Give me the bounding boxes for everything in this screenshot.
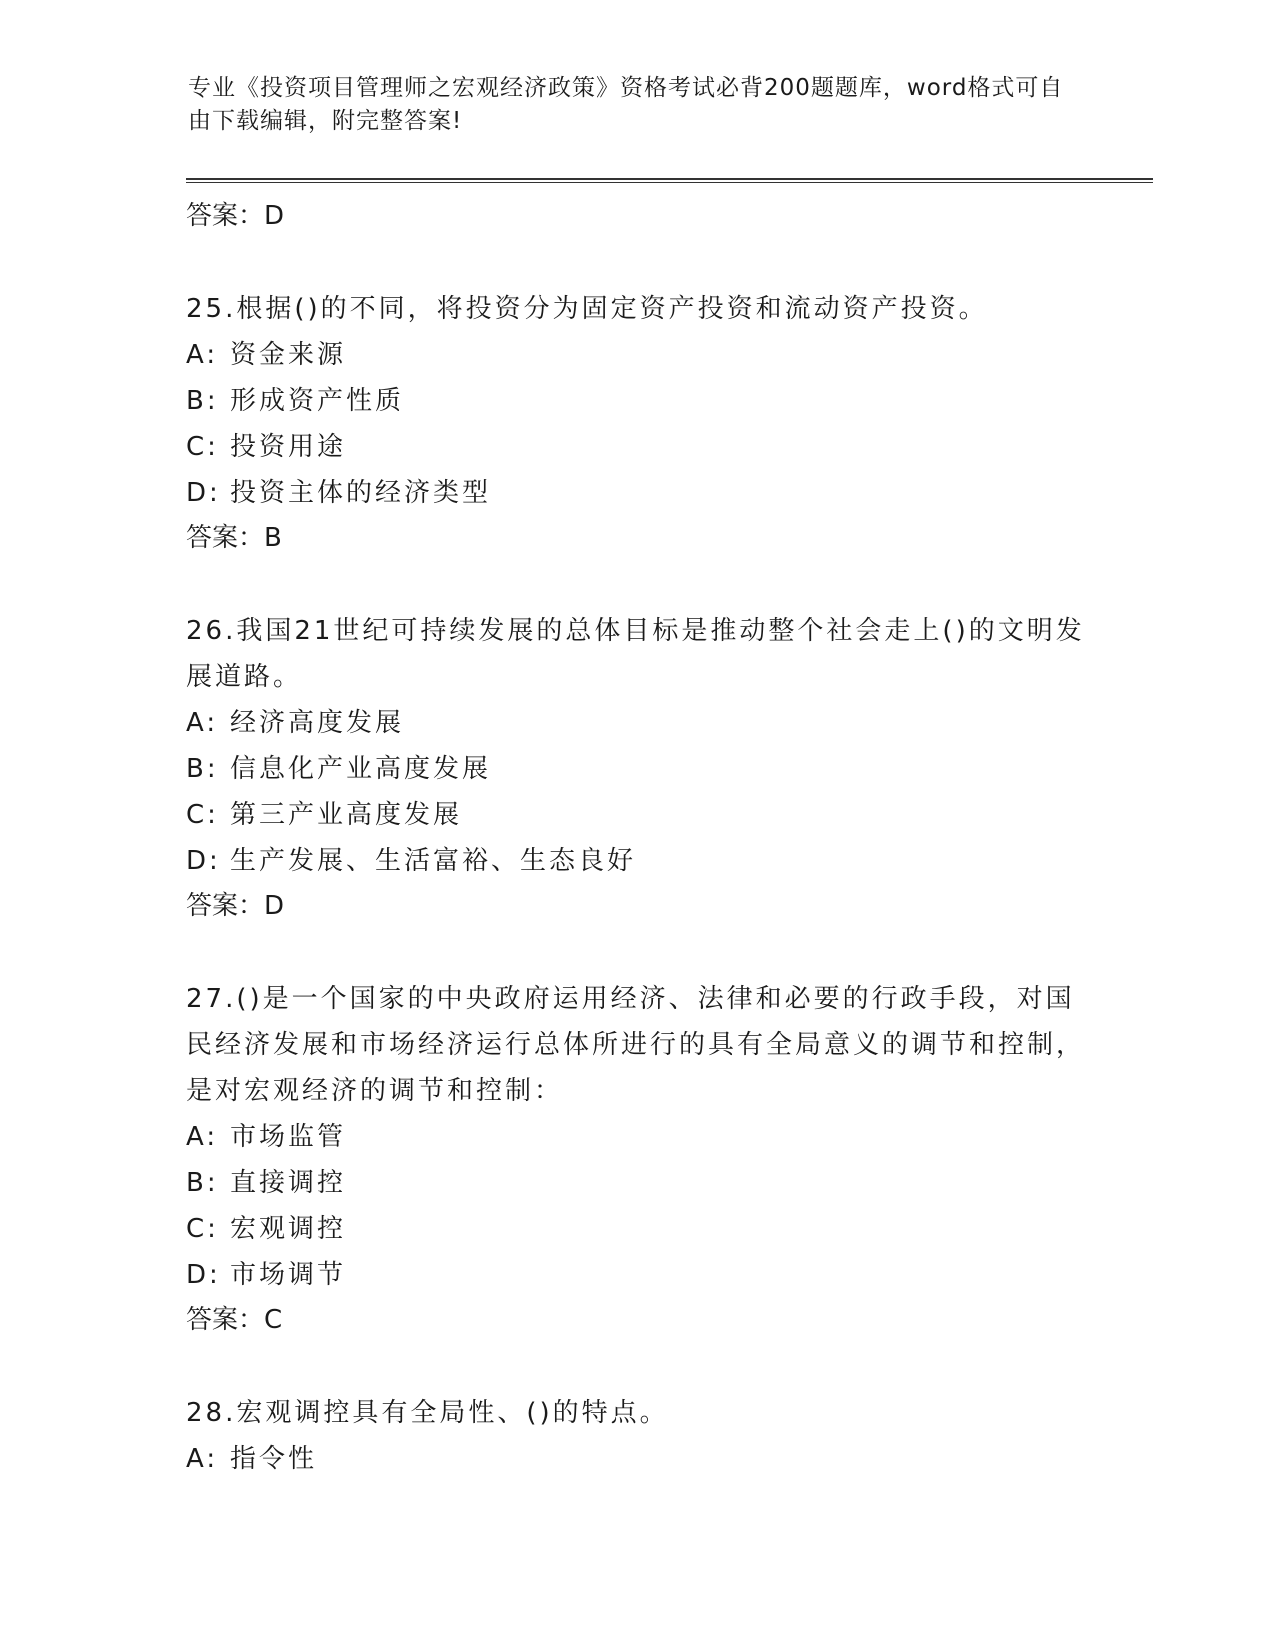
option-b xyxy=(186,1160,1086,1206)
header-divider xyxy=(186,178,1153,183)
question-stem: 25.根据()的不同，将投资分为固定资产投资和流动资产投资。 xyxy=(186,294,988,324)
option-text: 资金来源 xyxy=(230,340,347,370)
option-text: 经济高度发展 xyxy=(230,708,405,738)
option-key: A: xyxy=(186,708,219,738)
answer-line: 答案：D xyxy=(186,201,285,231)
option-text: 信息化产业高度发展 xyxy=(230,754,492,784)
answer-line: 答案：C xyxy=(186,1305,283,1335)
question-block xyxy=(186,976,1086,1342)
option-text: 第三产业高度发展 xyxy=(230,800,463,830)
answer-line: 答案：B xyxy=(186,523,282,553)
option-d xyxy=(186,838,1086,884)
question-stem: 28.宏观调控具有全局性、()的特点。 xyxy=(186,1398,669,1428)
option-key: D: xyxy=(186,846,221,876)
question-block xyxy=(186,286,1086,560)
option-text: 市场监管 xyxy=(230,1122,347,1152)
option-text: 指令性 xyxy=(230,1444,318,1474)
question-content xyxy=(186,190,1086,1482)
question-stem: 26.我国21世纪可持续发展的总体目标是推动整个社会走上()的文明发展道路。 xyxy=(186,616,1085,692)
question-block xyxy=(186,608,1086,928)
option-a xyxy=(186,1114,1086,1160)
page-header: 专业《投资项目管理师之宏观经济政策》资格考试必背200题题库，word格式可自由下载编辑，附完整答案! xyxy=(188,75,1064,134)
option-text: 直接调控 xyxy=(230,1168,347,1198)
option-key: C: xyxy=(186,1214,219,1244)
option-c xyxy=(186,792,1086,838)
option-key: D: xyxy=(186,478,221,508)
question-stem: 27.()是一个国家的中央政府运用经济、法律和必要的行政手段，对国民经济发展和市场经济运行总体所进行的具有全局意义的调节和控制，是对宏观经济的调节和控制： xyxy=(186,984,1086,1106)
option-a xyxy=(186,1436,1086,1482)
option-key: C: xyxy=(186,800,219,830)
option-key: B: xyxy=(186,754,219,784)
option-d xyxy=(186,1252,1086,1298)
option-b xyxy=(186,378,1086,424)
option-text: 投资主体的经济类型 xyxy=(230,478,492,508)
option-a xyxy=(186,332,1086,378)
option-key: A: xyxy=(186,1122,219,1152)
option-a xyxy=(186,700,1086,746)
option-key: B: xyxy=(186,386,219,416)
option-text: 生产发展、生活富裕、生态良好 xyxy=(230,846,637,876)
option-key: C: xyxy=(186,432,219,462)
question-block xyxy=(186,1390,1086,1482)
option-key: B: xyxy=(186,1168,219,1198)
option-b xyxy=(186,746,1086,792)
option-text: 宏观调控 xyxy=(230,1214,347,1244)
option-text: 形成资产性质 xyxy=(230,386,405,416)
option-text: 市场调节 xyxy=(230,1260,347,1290)
answer-line: 答案：D xyxy=(186,891,285,921)
option-c xyxy=(186,424,1086,470)
option-c xyxy=(186,1206,1086,1252)
option-key: D: xyxy=(186,1260,221,1290)
option-text: 投资用途 xyxy=(230,432,347,462)
option-key: A: xyxy=(186,1444,219,1474)
option-d xyxy=(186,470,1086,516)
option-key: A: xyxy=(186,340,219,370)
